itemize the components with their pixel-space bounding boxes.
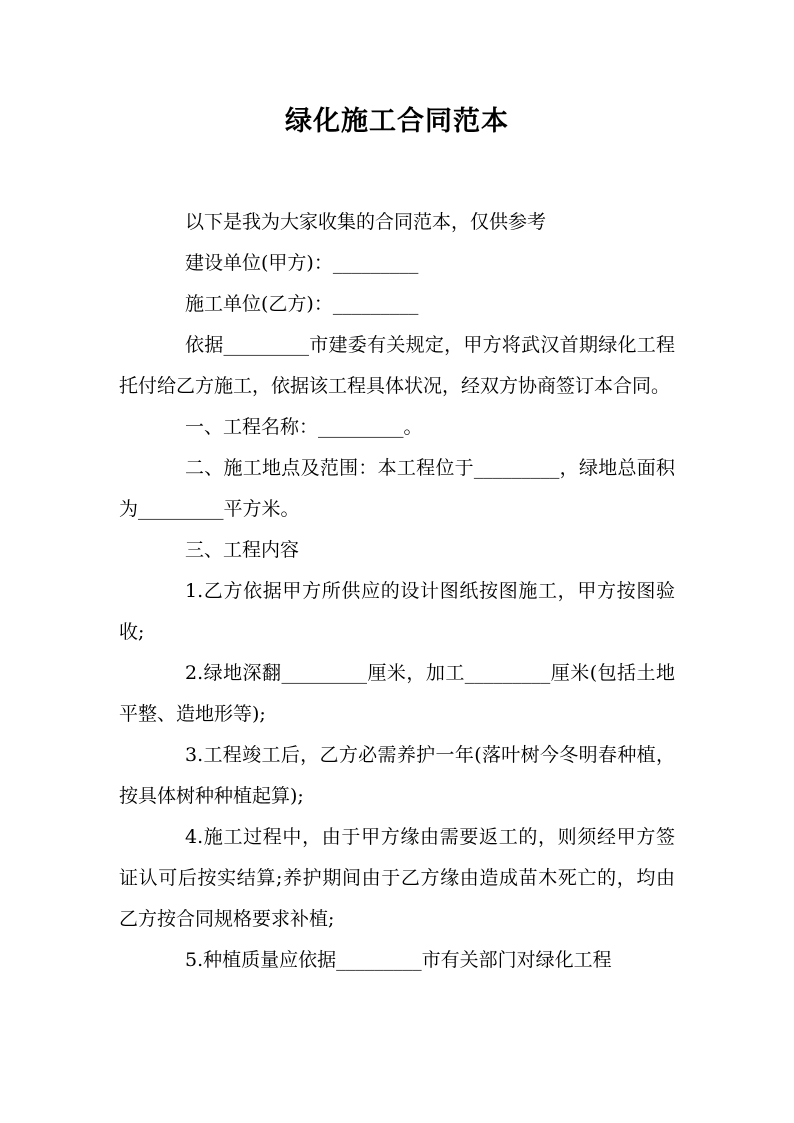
content-item-1: 1.乙方依据甲方所供应的设计图纸按图施工，甲方按图验收;: [119, 580, 675, 643]
clause-content-heading: 三、工程内容: [185, 539, 300, 561]
intro-paragraph: 以下是我为大家收集的合同范本，仅供参考: [185, 211, 547, 233]
document-title: 绿化施工合同范本: [285, 106, 509, 137]
content-item-4: 4.施工过程中，由于甲方缘由需要返工的，则须经甲方签证认可后按实结算;养护期间由于乙方缘由造成苗木死亡的，均由乙方按合同规格要求补植;: [119, 826, 675, 930]
basis-paragraph: 依据_________市建委有关规定，甲方将武汉首期绿化工程托付给乙方施工，依据该工程具体状况，经双方协商签订本合同。: [119, 334, 675, 397]
document-body: [119, 202, 675, 981]
content-item-3: 3.工程竣工后，乙方必需养护一年(落叶树今冬明春种植，按具体树种种植起算);: [119, 744, 675, 807]
clause-project-name: 一、工程名称：_________。: [185, 416, 423, 438]
content-item-2: 2.绿地深翻_________厘米，加工_________厘米(包括土地平整、造地形等);: [119, 662, 675, 725]
clause-location-scope: 二、施工地点及范围：本工程位于_________，绿地总面积为_________平方米。: [119, 457, 675, 520]
content-item-5: 5.种植质量应依据_________市有关部门对绿化工程: [185, 949, 612, 971]
party-b-line: 施工单位(乙方)：_________: [185, 293, 419, 315]
party-a-line: 建设单位(甲方)：_________: [185, 252, 419, 274]
